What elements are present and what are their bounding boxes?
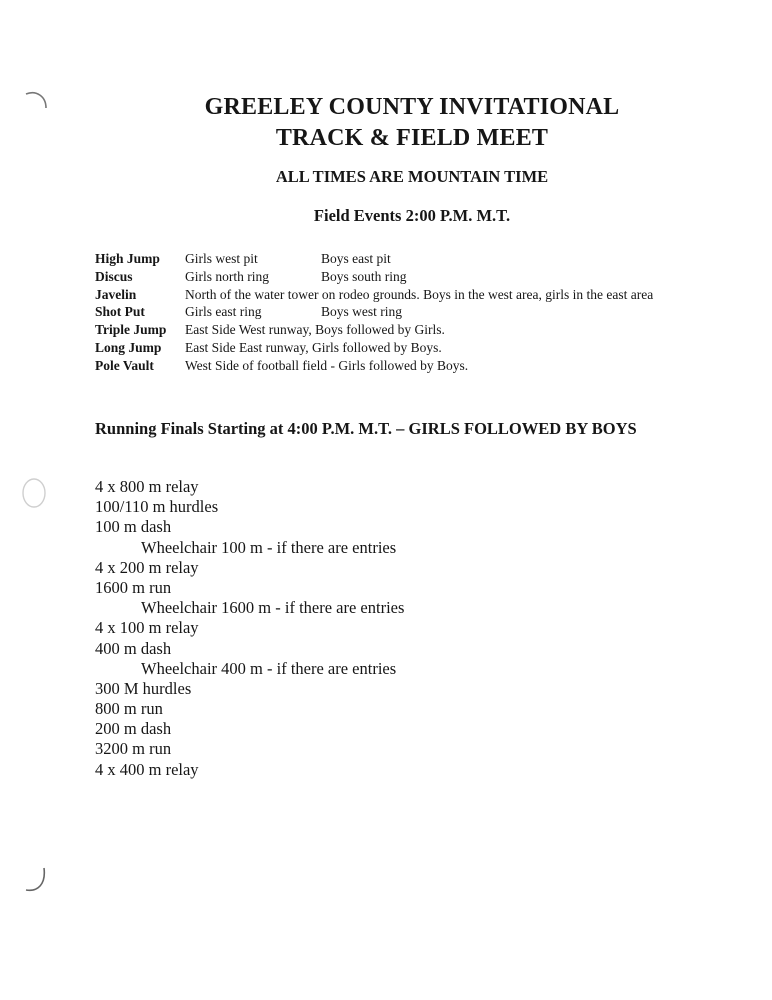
field-event-girls-location: Girls north ring: [185, 268, 269, 284]
running-event-item: 100/110 m hurdles: [95, 497, 219, 517]
wheelchair-event-item: Wheelchair 100 m - if there are entries: [141, 537, 397, 557]
running-events-list: [95, 477, 404, 780]
running-event-item: 200 m dash: [95, 719, 172, 739]
wheelchair-event-item: Wheelchair 400 m - if there are entries: [141, 658, 397, 678]
field-event-name: Pole Vault: [95, 357, 154, 373]
field-event-girls-location: Girls west pit: [185, 251, 258, 266]
field-event-name: Triple Jump: [95, 322, 167, 338]
field-event-name: Discus: [95, 268, 133, 284]
punch-hole-middle-icon: [20, 476, 48, 510]
timezone-note: ALL TIMES ARE MOUNTAIN TIME: [275, 167, 549, 186]
running-event-item: 300 M hurdles: [95, 678, 192, 698]
running-event-item: 3200 m run: [95, 739, 172, 759]
field-event-description: East Side West runway, Boys followed by Girls.: [185, 322, 445, 338]
field-event-description: West Side of football field - Girls followed by Boys.: [185, 357, 469, 373]
field-events-heading: Field Events 2:00 P.M. M.T.: [313, 206, 511, 225]
running-event-item: 100 m dash: [95, 517, 172, 537]
punch-hole-bottom-icon: [22, 864, 50, 898]
meet-title-line2: TRACK & FIELD MEET: [275, 125, 549, 151]
field-event-description: East Side East runway, Girls followed by Boys.: [185, 339, 442, 355]
running-event-item: 4 x 400 m relay: [95, 759, 199, 779]
field-event-description: North of the water tower on rodeo grounds. Boys in the west area, girls in the east area: [185, 286, 654, 302]
running-event-item: 4 x 100 m relay: [95, 618, 199, 638]
field-event-name: Shot Put: [95, 304, 145, 320]
running-event-item: 1600 m run: [95, 577, 172, 597]
field-event-boys-location: Boys south ring: [321, 268, 407, 284]
running-event-item: 4 x 800 m relay: [95, 477, 199, 496]
field-event-boys-location: Boys east pit: [321, 251, 391, 266]
field-event-girls-location: Girls east ring: [185, 304, 262, 320]
meet-title-line1: GREELEY COUNTY INVITATIONAL: [204, 94, 620, 120]
wheelchair-event-item: Wheelchair 1600 m - if there are entries: [141, 598, 405, 618]
field-event-name: High Jump: [95, 251, 160, 266]
running-event-item: 4 x 200 m relay: [95, 557, 199, 577]
running-event-item: 800 m run: [95, 699, 163, 719]
running-event-item: 400 m dash: [95, 638, 172, 658]
running-finals-heading: Running Finals Starting at 4:00 P.M. M.T. – GIRLS FOLLOWED BY BOYS: [95, 419, 637, 438]
field-event-name: Long Jump: [95, 339, 162, 355]
field-event-name: Javelin: [95, 286, 137, 302]
field-event-boys-location: Boys west ring: [321, 304, 402, 320]
